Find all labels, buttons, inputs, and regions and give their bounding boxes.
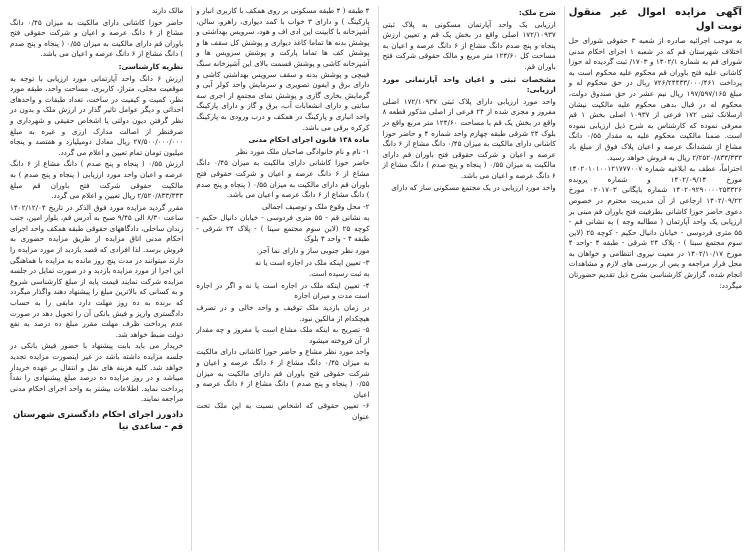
section-heading: مشخصات ثبتی و اعیان واحد آپارتمانی مورد ارزیابی: [382, 74, 556, 95]
paragraph: ۴ طبقه ( ۴ طبقه مسکونی بر روی همکف با کاربری انبار و پارکینگ ) و دارای ۳ خواب با کمد دیواری، راهرو، سالن، آشپزخانه با کابینت اپن ادی اف و هود، سرویس بهداشتی و پوشش بدنه ها تماما کاغذ دیواری و پوشش کل سقف ها و پوشش کف ها تماما پارکت و پوشش سرویس ها و آشپزخانه کاشی و پوشش قسمت بالای این آشپزخانه سنگ فیبچی و پوشش بدنه و سقف سرویس بهداشتی کاشی و دارای برق و ایفون تصویری و سرمایش واحد کولر آبی و گرمایش بخاری گازی و پوشش نمای مجتمع از اجری سه سانتی و دارای انشعابات آب، برق و گاز و دارای پارکینگ واحد انباری و پارکینگ در همکف و درب ورودی به پارکینگ کرکره برقی می باشد. [196, 6, 370, 132]
paragraph: در زمان بازدید ملک توقیف و واحد خالی و در تصرف هیچکدام از مالکین نبود. [196, 303, 370, 323]
paragraph: ۴- تعیین اینکه ملک در اجاره است یا نه و اگر در اجاره است مدت و میزان اجاره [196, 280, 370, 301]
paragraph: مالک دارند [151, 6, 184, 15]
notice-title: آگهی مزایده اموال غیر منقول نوبت اول [568, 7, 742, 32]
column-1 [564, 6, 742, 551]
paragraph: ۳- تعیین اینکه ملک در اجاره است یا نه [255, 257, 370, 267]
column-4 [6, 6, 183, 551]
paragraph: به ثبت رسیده است. [309, 269, 370, 279]
paragraph: مقرر گردید مزایده مورد فوق الذکر در تاریخ ۱۴۰۲/۱۲/۰۴ ساعت ۸/۳۰ الی ۹/۴۵ صبح به آدرس قم، بلوار امین، جنب زندان ساحلی، دادگاههای حقوقی طبقه همکف واحد اجرای احکام مدنی اتاق مزایده از طریق مزایده حضوری به فروش برسد. لذا افرادی که قصد بازدید از مورد مزایده را دارند میتوانند در مدت پنج روز مانده به مزایده با هماهنگی این اجرا از مورد مزایده بازدید و در صورت تمایل در جلسه مزایده شرکت نمایند قیمت پایه از مبلغ کارشناسی شروع و به کسانی که بالاترین مبلغ را پیشنهاد دهند واگذار میگردد که برنده به ده روز مهلت دارد مابقی را به حساب دادگستری واریز و فیش بانکی آن را تحویل دهد در صورت عدم پرداخت ظرف مهلت مقرر مبلغ ده درصد به نفع دولت ضبط خواهد شد. [10, 202, 184, 339]
paragraph: حاضر حوزا کاشانی دارای مالکیت به میزان ۰/۴۵ دانگ مشاع از ۶ دانگ عرصه و اعیان و شرکت حقوقی فتح باوران قم دارای مالکیت به میزان ۰/۵۵ ( پنجاه و پنج صدم ) دانگ مشاع از ۶ دانگ عرصه و اعیان می باشد. [10, 17, 184, 59]
paragraph: ارزش ۰/۵۵ ( پنجاه و پنج صدم ) دانگ مشاع از ۶ دانگ عرصه و اعیان واحد مورد ارزیابی ( پنجاه و پنج صدم ) به مالکیت حقوقی شرکت فتح باوران قم مبلغ ۲/۵۲۰/۸۳۳/۳۳۳ ریال تعیین و اعلام می گردد. [10, 159, 184, 201]
paragraph: به نشانی قم - ۵۵ متری فردوسی - خیابان دانیال حکیم - کوچه ۲۵ (لاین سوم مجتمع سینا ) - پلاک ۲۴ شرقی - طبقه ۴ - واحد ۴ بلوک [196, 213, 370, 244]
column-3 [191, 6, 369, 551]
paragraph: احتراماً، عطف به ابلاغیه شماره ۱۴۰۲۰۱۰۱۰۰۱۲۱۷۷۷۰۰۷ مورخ ۱۴۰۲/۰۹/۱۴ و شماره پرونده ۱۴۰۲۰۹۲۹۰۰۰۰۲۵۳۳۲۶ شماره بایگانی ۰۲۰۱۷۰۳ مورخ ۱۴۰۲/۰۹/۲۲ ارجاعی از آن مدیریت محترم در خصوص دعوی حاضر حوزا کاشانی بطرفیت فتح باوران قم مبنی بر ارزیابی یک واحد آپارتمان ( مطالبه وجه ) به نشانی قم - ۵۵ متری فردوسی - خیابان دانیال حکیم - کوچه ۲۵ (لاین سوم مجتمع سینا ) - پلاک ۲۴ شرقی - طبقه ۴ -واحد ۴ مورخ ۱۴۰۲/۱۰/۱۷ در معیت نیروی انتظامی و خواهان به محل قرار مراجعه و پس از بررسی های لازم و مشاهدات انجام شده، گزارش کارشناسی بشرح ذیل تقدیم حضورتان میگردد: [568, 164, 742, 290]
section-heading: نظریه کارشناسی: [118, 61, 184, 71]
paragraph: مورد نظر جنوبی ساز و دارای نما آجر. [256, 246, 370, 256]
paragraph: خریدار می باید بابت پیشنهاد با حضور فیش بانکی در جلسه مزایده داشته باشد در غیر اینصورت مزایده تجدید خواهد شد. کلیه هزینه های نقل و انتقال بر عهده خریدار میباشد و در روز مزایده ده درصد مبلغ پیشنهادی را نقداً پرداخت نماید. اطلاعات بیشتر به واحد اجرای احکام مدنی مراجعه نمایند. [10, 341, 184, 404]
paragraph: واحد مورد ارزیابی دارای پلاک ثبتی ۱۷۲/۱۰۹۳۷ اصلی مفروز و مجزی شده از ۲۴ فرعی از اصلی مذکور قطعه ۸ واقع در بخش یک قم با مساحت ۱۲۴/۶۰ متر مربع واقع در بلوک ۲۴ شرقی طبقه چهارم واحد شماره ۴ و حاضر حوزا کاشانی دارای مالکیت به میزان ۰/۴۵ دانگ مشاع از ۶ دانگ عرصه و اعیان و شرکت حقوقی فتح باوران قم دارای مالکیت به میزان ۰/۵۵ ( پنجاه و پنج صدم ) دانگ مشاع از ۶ دانگ عرصه و اعیان می باشد. [382, 96, 556, 180]
section-heading: شرح ملک: [518, 8, 556, 17]
paragraph: واحد مورد نظر مشاع و حاضر حوزا کاشانی دارای مالکیت به میزان ۰/۴۵ دانگ مشاع از ۶ دانگ عرصه و اعیان و شرکت حقوقی فتح باوران قم دارای مالکیت به میزان ۰/۵۵ ( پنجاه و پنج صدم ) دانگ مشاع از ۶ دانگ عرصه و اعیان [196, 347, 370, 399]
paragraph: حاضر حوزا کاشانی دارای مالکیت به میزان ۰/۴۵ دانگ مشاع از ۶ دانگ عرصه و اعیان و شرکت حقوقی فتح باوران قم دارای مالکیت به میزان ۰/۵۵ ( پنجاه و پنج صدم ) دانگ مشاع از ۶ دانگ عرصه و اعیان می باشد. [196, 158, 370, 200]
paragraph: ارزیابی یک واحد آپارتمان مسکونی به پلاک ثبتی ۱۷۲/۱۰۹۳۷ اصلی واقع در بخش یک قم و تعیین ارزش پنجاه و پنج صدم دانگ مشاع از ۶ دانگ عرصه و اعیان به مساحت کل ۱۲۴/۶۰ متر مربع و مالک حقوقی شرکت فتح باوران قم. [382, 19, 556, 71]
paragraph: ۲- محل وقوع ملک و توصیف اجمالی [261, 201, 370, 211]
paragraph: به موجب اجرائیه صادره از شعبه ۳ حقوقی شورای حل اختلاف شهرستان قم که در شعبه ۱ اجرای احکام مدنی شورای قم به شماره ۱۴۰۲/۱ و ۱۷۰۳/ ثبت گردیده له حوزا کاشانی علیه فتح باوران قم محکوم علیه محکوم است به پرداخت ۷۲۶/۲۴۴۳۳/۰۰۰/۴۶۱ ریال در حق محکوم له و مبلغ ۱۹۷/۵۹۷/۱۶۵ ریال نیم عشر در حق صندوق دولت، محکوم له در قبال بدهی محکوم علیه مالکیت نیشان ارسلانک ثبتی ۱۷۲ فرعی از ۱۰۹۳۷ اصلی بخش ۱ قم معرفی نموده که کارشناس به شرح ذیل ارزیابی نموده است. ضمنا مالکیت محکوم علیه به مقدار ۰/۵۵ دانگ مشاع از ششدانگ عرصه و اعیان پلاک فوق از مبلغ باد ۲/۲۵۲۰/۸۳۳/۳۳۳ ریال به فروش خواهد رسید. [568, 36, 742, 162]
paragraph: ۵- تصریح به اینکه ملک مشاع است یا مفروز و چه مقدار از آن فروخته میشود [196, 325, 370, 345]
paragraph: ۶- تعیین حقوقی که اشخاص نسبت به این ملک تحت عنوان [196, 401, 370, 421]
section-heading: ماده ۱۳۸ قانون اجرای احکام مدنی [248, 135, 370, 145]
paragraph: ارزش ۶ دانگ واحد آپارتمانی مورد ارزیابی با توجه به موقعیت مجلی، متراژ، کاربری، مساحت واحد، طبقه مورد نظر، کمیت و کیفیت در ساخت، تعداد طبقات و واحدهای احداثی و دیگر عوامل تاثیر گذار در ارزش ملک و بدون در نظر گرفتن دیون دولتی یا اشخاص حقیقی و شهرداری و صرفنظر از اصالت مدارک ارزی و غیره به مبلغ ۲۷/۵۰۰/۰۰۰/۰۰۰ ریال معادل دومیلیارد و هفتصد و پنجاه میلیون تومان تمام تعیین و اعلام می گردد. [10, 73, 184, 157]
paragraph: واحد مورد ارزیابی در یک مجتمع مسکونی ساز که دارای [391, 182, 556, 192]
column-2 [378, 6, 556, 551]
signature: دادورز اجرای احکام دادگستری شهرستان قم - ساعدی نیا [12, 409, 184, 432]
paragraph: ۱- نام و نام خانوادگی صاحبان ملک مورد نظر [235, 146, 370, 156]
